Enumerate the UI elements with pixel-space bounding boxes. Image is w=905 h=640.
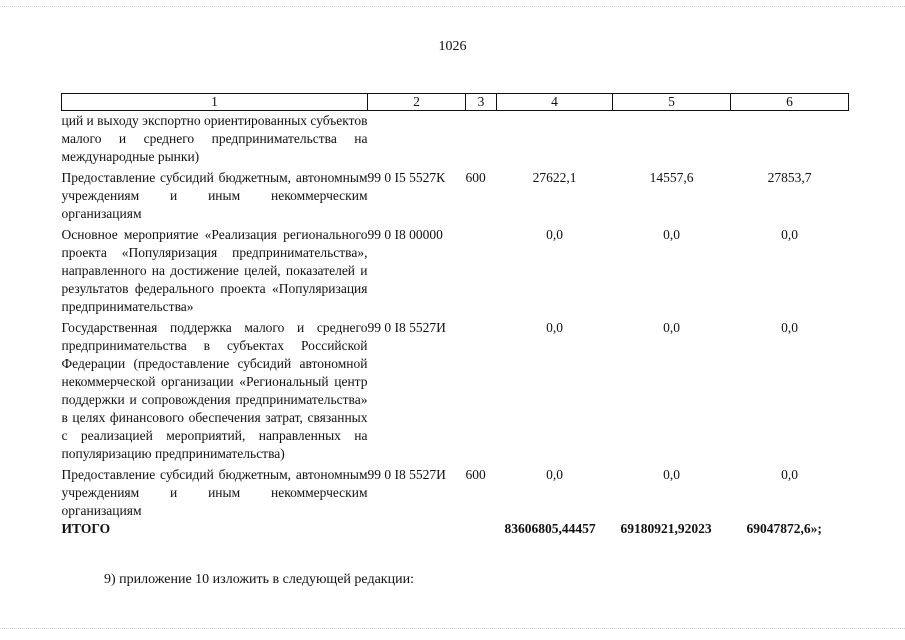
table-row [62,166,849,223]
row-value-5: 0,0 [663,320,680,335]
row-value-6: 0,0 [781,320,798,335]
scan-artifact-bottom [0,628,905,630]
row-code: 99 0 I5 5527К [367,170,446,185]
row-value-4: 0,0 [546,227,563,242]
row-value-4: 0,0 [546,467,563,482]
row-code [368,111,466,167]
row-type [466,316,497,463]
row-code: 99 0 I8 5527И [367,320,446,335]
row-type: 600 [465,170,486,185]
total-value-5: 69180921,92023 [620,521,712,536]
row-value-5: 14557,6 [649,170,694,185]
row-name: Государственная поддержка малого и среднего предпринимательства в субъектах Российской Федерации (предоставление субсидий автономной некоммерческой организации «Региональный центр поддержки и сопровождения предпринимательства» в целях финансового обеспечения затрат, связанных с реализацией мероприятий, направленных на популяризацию предпринимательства) [61,320,368,461]
header-col-1: 1 [62,94,368,111]
row-value-5: 0,0 [663,467,680,482]
row-value-5 [613,111,731,167]
row-type [466,223,497,316]
amendment-instruction: 9) приложение 10 изложить в следующей редакции: [104,572,414,587]
row-name: Предоставление субсидий бюджетным, автономным учреждениям и иным некоммерческим организациям [61,170,368,221]
header-col-4: 4 [497,94,613,111]
row-value-6: 0,0 [781,227,798,242]
total-type-empty [466,520,497,538]
row-code: 99 0 I8 5527И [367,467,446,482]
row-value-6: 0,0 [781,467,798,482]
table-row [62,463,849,520]
row-code: 99 0 I8 00000 [367,227,443,242]
total-row [62,520,849,538]
header-col-6: 6 [731,94,849,111]
row-value-5: 0,0 [663,227,680,242]
table-row [62,316,849,463]
total-code-empty [368,520,466,538]
total-value-4: 83606805,44457 [504,521,596,536]
header-col-5: 5 [613,94,731,111]
row-value-4: 27622,1 [532,170,577,185]
scan-artifact-top [0,6,905,8]
header-col-3: 3 [466,94,497,111]
table-header-row [62,94,849,111]
total-label: ИТОГО [61,521,111,536]
row-type [466,111,497,167]
row-name: ций и выходу экспортно ориентированных субъектов малого и среднего предпринимательства на международные рынки) [61,113,368,164]
table-row [62,111,849,167]
total-value-6: 69047872,6»; [746,521,822,536]
row-value-6 [731,111,849,167]
row-type: 600 [465,467,486,482]
page-number: 1026 [438,39,467,54]
row-value-6: 27853,7 [767,170,812,185]
row-value-4: 0,0 [546,320,563,335]
table-row [62,223,849,316]
budget-table [61,93,849,538]
row-name: Предоставление субсидий бюджетным, автономным учреждениям и иным некоммерческим организациям [61,467,368,518]
row-name: Основное мероприятие «Реализация регионального проекта «Популяризация предпринимательства», направленного на достижение целей, показателей и результатов федерального проекта «Популяризация предпринимательства» [61,227,368,314]
header-col-2: 2 [368,94,466,111]
row-value-4 [497,111,613,167]
